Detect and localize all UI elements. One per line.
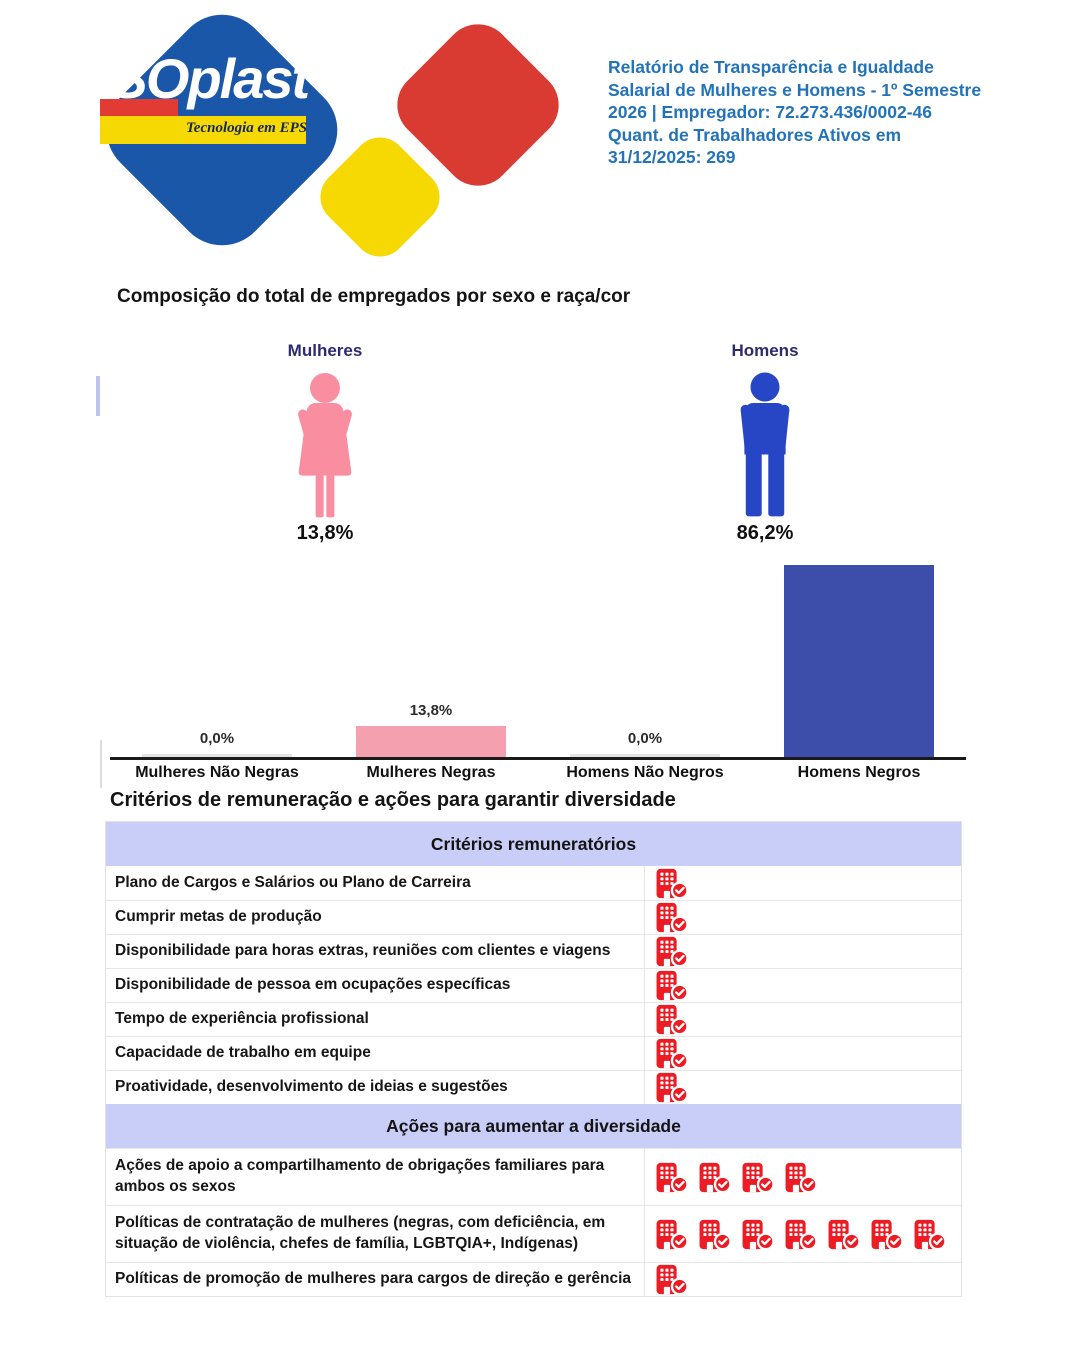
- logo-wordmark: ISOplast: [97, 47, 309, 110]
- criterion-icons: [644, 1003, 961, 1036]
- bar-slot-homens-nao-negros: [538, 558, 752, 757]
- table-row: [106, 1070, 961, 1104]
- table-row: [106, 866, 961, 900]
- employer-check-icon: [698, 1162, 732, 1193]
- category-label: Homens Não Negros: [566, 764, 724, 781]
- bar-slot-homens-negros: [752, 558, 966, 757]
- table-row: [106, 934, 961, 968]
- x-axis: [110, 757, 966, 760]
- category-label: Mulheres Negras: [366, 764, 496, 781]
- criterion-icons: [644, 935, 961, 968]
- table-row: [106, 1205, 961, 1262]
- criterion-icons: [644, 1071, 961, 1104]
- employer-check-icon: [784, 1219, 818, 1250]
- chart-title: Composição do total de empregados por sexo e raça/cor: [117, 286, 631, 307]
- criterion-label: Capacidade de trabalho em equipe: [115, 1044, 371, 1062]
- criterion-icons: [644, 866, 961, 900]
- report-title: [608, 56, 1018, 169]
- diversity-table: [105, 821, 962, 1297]
- diversity-section-title: Critérios de remuneração e ações para garantir diversidade: [110, 789, 676, 811]
- y-axis-remnant: [96, 376, 100, 416]
- action-icons: [644, 1263, 961, 1296]
- report-title-line: 31/12/2025: 269: [608, 147, 736, 168]
- action-icons: [644, 1149, 961, 1205]
- report-title-line: Relatório de Transparência e Igualdade: [608, 57, 934, 77]
- report-title-line: 2026 | Empregador: 72.273.436/0002-46: [608, 102, 932, 123]
- employer-check-icon: [655, 1038, 689, 1069]
- bar-value-label: 0,0%: [627, 730, 663, 747]
- criterion-label: Disponibilidade de pessoa em ocupações específicas: [115, 976, 511, 994]
- criterion-label: Cumprir metas de produção: [115, 908, 322, 926]
- employer-check-icon: [655, 902, 689, 933]
- man-pictogram-icon: [717, 372, 813, 522]
- table-row: [106, 900, 961, 934]
- report-title-line: Salarial de Mulheres e Homens - 1º Semestre: [608, 79, 982, 100]
- employer-check-icon: [741, 1219, 775, 1250]
- employer-check-icon: [655, 1219, 689, 1250]
- criterion-icons: [644, 901, 961, 934]
- bar-slot-mulheres-negras: [324, 558, 538, 757]
- employer-check-icon: [870, 1219, 904, 1250]
- woman-pictogram-icon: [277, 372, 373, 522]
- table-row: [106, 1002, 961, 1036]
- employer-check-icon: [655, 1264, 689, 1295]
- employer-check-icon: [655, 1004, 689, 1035]
- employer-check-icon: [655, 970, 689, 1001]
- criterion-icons: [644, 1037, 961, 1070]
- men-percentage: 86,2%: [736, 522, 794, 544]
- bar-value-label: 0,0%: [199, 730, 235, 747]
- table-row: [106, 1036, 961, 1070]
- employer-check-icon: [655, 936, 689, 967]
- bar-slot-mulheres-nao-negras: [110, 558, 324, 757]
- employer-check-icon: [698, 1219, 732, 1250]
- action-icons: [644, 1206, 961, 1262]
- criterion-icons: [644, 969, 961, 1002]
- employer-check-icon: [784, 1162, 818, 1193]
- table-row: [106, 1148, 961, 1205]
- bar-value-label: 13,8%: [409, 702, 453, 719]
- employer-check-icon: [827, 1219, 861, 1250]
- category-label: Mulheres Não Negras: [135, 764, 299, 781]
- table-header-acoes: Ações para aumentar a diversidade: [106, 1104, 961, 1148]
- employer-check-icon: [655, 868, 689, 899]
- criterion-label: Disponibilidade para horas extras, reuniões com clientes e viagens: [115, 942, 611, 960]
- logo-tagline: Tecnologia em EPS: [186, 120, 308, 136]
- employer-check-icon: [655, 1162, 689, 1193]
- table-header-criterios: Critérios remuneratórios: [106, 822, 961, 866]
- bar-chart: [110, 558, 966, 757]
- women-percentage: 13,8%: [296, 522, 354, 544]
- employer-check-icon: [913, 1219, 947, 1250]
- criterion-label: Proatividade, desenvolvimento de ideias e sugestões: [115, 1078, 508, 1096]
- employer-check-icon: [655, 1072, 689, 1103]
- bar-mulheres-negras: [356, 726, 506, 757]
- x-axis-category-labels: [110, 764, 966, 782]
- action-label: Ações de apoio a compartilhamento de obrigações familiares para ambos os sexos: [115, 1157, 605, 1195]
- report-title-line: Quant. de Trabalhadores Ativos em: [608, 124, 902, 145]
- table-row: [106, 968, 961, 1002]
- category-label: Homens Negros: [797, 764, 921, 781]
- action-label: Políticas de contratação de mulheres (negras, com deficiência, em situação de violência, chefes de família, LGBTQIA+, Indígenas): [115, 1214, 606, 1252]
- criterion-label: Tempo de experiência profissional: [115, 1010, 369, 1028]
- bar-homens-negros: [784, 565, 934, 757]
- axis-tick-remnant: [100, 740, 102, 788]
- men-group-label: Homens: [731, 341, 799, 360]
- action-label: Políticas de promoção de mulheres para cargos de direção e gerência: [115, 1270, 632, 1288]
- employer-check-icon: [741, 1162, 775, 1193]
- criterion-label: Plano de Cargos e Salários ou Plano de Carreira: [115, 873, 471, 891]
- table-row: [106, 1262, 961, 1296]
- women-group-label: Mulheres: [287, 341, 363, 360]
